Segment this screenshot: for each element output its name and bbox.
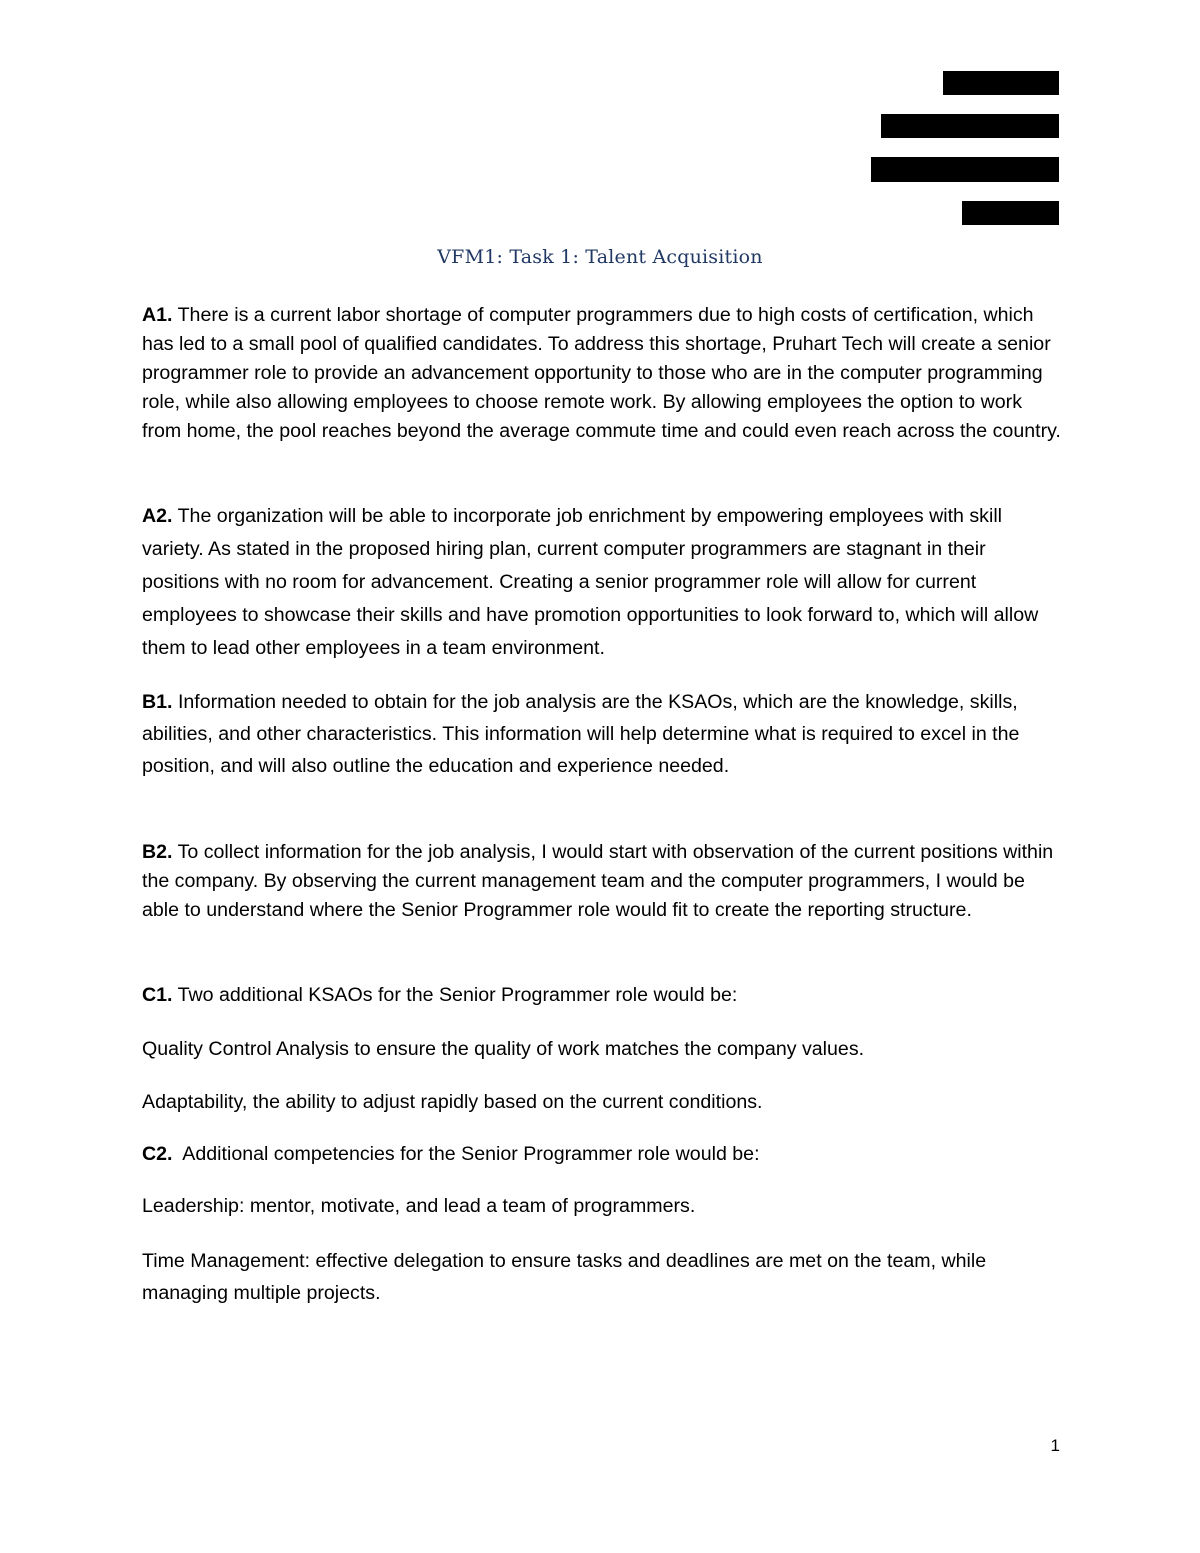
section-b1 (142, 686, 1062, 782)
redaction-bar (943, 71, 1059, 95)
document-title: VFM1: Task 1: Talent Acquisition (437, 246, 763, 268)
section-label: A2. (142, 505, 173, 527)
section-text: Information needed to obtain for the job analysis are the KSAOs, which are the knowledge, skills, abilities, and other characteristics. This information will help determine what is required to excel in the position, and will also outline the education and experience needed. (142, 691, 1020, 777)
section-b2 (142, 838, 1062, 925)
redaction-bar (871, 157, 1059, 182)
section-text: The organization will be able to incorporate job enrichment by empowering employees with skill variety. As stated in the proposed hiring plan, current computer programmers are stagnant in their positions with no room for advancement. Creating a senior programmer role will allow for current employees to showcase their skills and have promotion opportunities to look forward to, which will allow them to lead other employees in a team environment. (142, 505, 1039, 659)
section-label: A1. (142, 304, 173, 326)
section-label: B2. (142, 841, 173, 863)
section-text: Two additional KSAOs for the Senior Programmer role would be: (172, 984, 738, 1006)
page-number: 1 (1050, 1436, 1060, 1455)
redaction-bar (881, 114, 1059, 138)
list-item: Leadership: mentor, motivate, and lead a team of programmers. (142, 1195, 696, 1217)
section-label: C2. (142, 1143, 173, 1165)
section-a1 (142, 301, 1062, 446)
section-label: B1. (142, 691, 173, 713)
section-text: Additional competencies for the Senior Programmer role would be: (172, 1143, 760, 1165)
section-label: C1. (142, 984, 173, 1006)
list-item: Time Management: effective delegation to ensure tasks and deadlines are met on the team, while managing multiple projects. (142, 1250, 987, 1304)
section-a2 (142, 500, 1062, 665)
list-item: Adaptability, the ability to adjust rapidly based on the current conditions. (142, 1091, 763, 1113)
section-text: To collect information for the job analysis, I would start with observation of the current positions within the company. By observing the current management team and the computer programmers, I would be able to understand where the Senior Programmer role would fit to create the reporting structure. (142, 841, 1054, 921)
redaction-bar (962, 201, 1059, 225)
section-c1 (142, 981, 1062, 1010)
section-c2 (142, 1140, 1062, 1169)
list-item: Quality Control Analysis to ensure the quality of work matches the company values. (142, 1038, 865, 1060)
section-text: There is a current labor shortage of computer programmers due to high costs of certification, which has led to a small pool of qualified candidates. To address this shortage, Pruhart Tech will create a senior programmer role to provide an advancement opportunity to those who are in the computer programming role, while also allowing employees to choose remote work. By allowing employees the option to work from home, the pool reaches beyond the average commute time and could even reach across the country. (142, 304, 1061, 442)
